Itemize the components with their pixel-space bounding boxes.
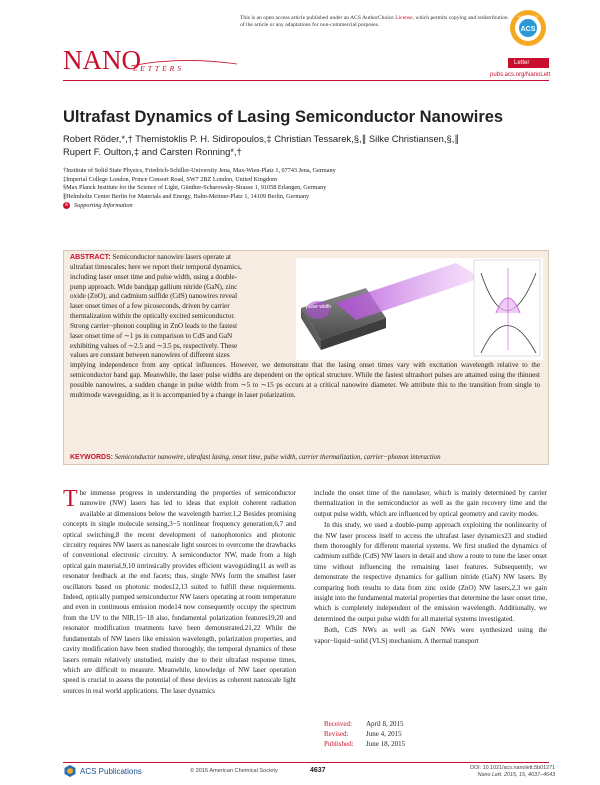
citation: Nano Lett. 2015, 15, 4637−4643 bbox=[477, 772, 556, 778]
date-revised: Revised: June 4, 2015 bbox=[324, 730, 402, 738]
affiliations bbox=[63, 167, 553, 201]
author-list bbox=[63, 133, 553, 158]
journal-logo bbox=[63, 44, 233, 74]
keywords bbox=[70, 453, 540, 462]
authors-line: Rupert F. Oulton,‡ and Carsten Ronning*,† bbox=[63, 145, 242, 157]
abstract-line: ABSTRACT: Semiconductor nanowire lasers operate at bbox=[70, 253, 231, 261]
footer-rule bbox=[63, 762, 549, 763]
abstract-line: Strong carrier−phonon coupling in ZnO leads to the fastest bbox=[70, 321, 238, 330]
toc-label: pulse width bbox=[306, 304, 332, 310]
svg-text:ACS: ACS bbox=[520, 26, 536, 33]
drop-cap: T bbox=[63, 486, 78, 512]
intro-paragraph: he immense progress in understanding the properties of semiconductor nanowire (NW) lasers has led to ideas that exploit coherent radiation available at dimensions below the wavelength barrier.1,2 Besides promising concepts in single molecule sensing,3−5 nonlinear frequency generation,6,7 and optical switching,8 the recent development of nanophotonics and photonic circuitry requires NW lasers as nanoscale light sources to overcome the drawbacks of conventional electronic circuitry. A semiconductor NW, made from a high optical gain material,9,10 intrinsically provides efficient waveguiding11 as well as resonator feedback at the end facets; thus, single NWs form the smallest laser oscillators based on photonic modes12,13 suited to fulfill these requirements. Indeed, optically pumped semiconductor NW lasers operating at room temperature and even in continuous emission mode14 now consequently occupy the spectrum from the UV to the NIR,15−18 also, fundamental polarization features19,20 and resonator modification treatments have been demonstrated.21,22 While the fundamentals of NW lasers like emission wavelength, polarization properties, and cavity modification have been studied thoroughly, the temporal dynamics of these lasers remain relatively unstudied, mainly due to their ultrafast response times, which are difficult to measure. Meanwhile, knowledge of NW laser operation speed is crucial to assess the potential of these devices as coherent nanoscale light sources in real world applications. The laser dynamics bbox=[63, 489, 296, 695]
body-paragraph: In this study, we used a double-pump approach exploiting the nonlinearity of the NW laser process itself to access the ultrafast laser dynamics23 and studied them thoroughly for different material systems. We first studied the dynamics of cadmium sulfide (CdS) NW lasers in detail and show a route to tune the laser onset time without influencing the remaining laser features. Subsequently, we demonstrate the respective dynamics for gallium nitride (GaN) NW lasers. By comparing both results to data from zinc oxide (ZnO) NW lasers,2,3 we gain insight into the fundamental material properties that determine the laser onset time, which is completely independent of the emission wavelength. Additionally, we determined the output pulse width for all material systems investigated. bbox=[314, 521, 547, 623]
license-link[interactable]: License bbox=[395, 15, 413, 21]
acs-publications-logo[interactable] bbox=[63, 764, 142, 778]
abstract-line: including laser onset time and pulse width, using a double- bbox=[70, 272, 238, 281]
abstract-line: pump approach. Wide bandgap gallium nitride (GaN), zinc bbox=[70, 282, 238, 291]
abstract-label: ABSTRACT: bbox=[70, 253, 111, 261]
abstract-line: laser onset times of a few picoseconds, driven by carrier bbox=[70, 302, 230, 311]
logo-nano: NANO bbox=[63, 45, 141, 75]
keywords-label: KEYWORDS: bbox=[70, 454, 113, 461]
abstract-line: oxide (ZnO), and cadmium sulfide (CdS) nanowires reveal bbox=[70, 292, 238, 301]
supporting-info-label: Supporting Information bbox=[74, 202, 133, 209]
page-number: 4637 bbox=[310, 767, 326, 774]
article-dates bbox=[314, 719, 405, 749]
abstract-line: laser onset time of ∼1 ps in comparison to CdS and GaN bbox=[70, 331, 233, 340]
doi[interactable]: DOI: 10.1021/acs.nanolett.5b01271 bbox=[470, 765, 556, 771]
keywords-text: Semiconductor nanowire, ultrafast lasing, onset time, pulse width, carrier thermalization, carrier−phonon interaction bbox=[114, 454, 441, 461]
abstract bbox=[70, 253, 540, 401]
affiliation: ‡Imperial College London, Prince Consort Road, SW7 2BZ London, United Kingdom bbox=[63, 175, 277, 183]
affiliation: §Max Planck Institute for the Science of Light, Günther-Scharowsky-Strasse 1, 91058 Erlangen, Germany bbox=[63, 184, 327, 192]
open-access-text: This is an open access article published under an ACS AuthorChoice bbox=[240, 15, 396, 21]
body-column-right bbox=[314, 488, 547, 646]
body-paragraph: include the onset time of the nanolaser, which is mainly determined by carrier thermalization in the semiconductor as well as the gain recovery time and the output pulse width, which are influenced by optical geometry and cavity modes. bbox=[314, 489, 547, 518]
date-received: Received: April 8, 2015 bbox=[324, 720, 404, 728]
body-paragraph: Both, CdS NWs as well as GaN NWs were synthesized using the vapor−liquid−solid (VLS) mechanism. A thermal transport bbox=[314, 626, 547, 645]
acs-hexagon-icon bbox=[63, 764, 77, 778]
affiliation: ∥Helmholtz Center Berlin for Materials and Energy, Hahn-Meitner-Platz 1, 14109 Berlin, Germany bbox=[63, 192, 310, 200]
article-type-tag: Letter bbox=[508, 58, 549, 68]
acs-authorchoice-badge bbox=[508, 8, 548, 48]
publisher-name: ACS Publications bbox=[80, 766, 142, 776]
abstract-line: exhibiting values of ∼2.5 and ∼3.5 ps, respectively. These bbox=[70, 341, 238, 350]
journal-url[interactable]: pubs.acs.org/NanoLett bbox=[490, 72, 551, 78]
supporting-info-icon: S bbox=[63, 202, 70, 209]
doi-citation bbox=[470, 765, 555, 779]
article-title: Ultrafast Dynamics of Lasing Semiconductor Nanowires bbox=[63, 108, 504, 126]
affiliation: †Institute of Solid State Physics, Friedrich-Schiller-University Jena, Max-Wien-Platz 1, 07743 Jena, Germany bbox=[63, 167, 336, 174]
abstract-line: thermalization within the optically excited semiconductor. bbox=[70, 312, 236, 321]
supporting-info-link[interactable] bbox=[63, 202, 133, 209]
date-published: Published: June 18, 2015 bbox=[324, 740, 406, 748]
open-access-text-end: , which permits copying and redistribution of the article or any adaptations for non-commercial purposes. bbox=[240, 15, 508, 29]
badge-text: AUTHORCHOICE bbox=[517, 15, 539, 19]
logo-letters: LETTERS bbox=[133, 64, 185, 73]
body-column-left bbox=[63, 488, 296, 696]
abstract-continuation: implying independence from any optical influences. However, we demonstrate that the lasing onset times vary with excitation wavelength relative to the semiconductor band gap. Meanwhile, the laser pulse widths are dependent on the optical structure. While the fastest ultrashort pulses are attained using the thinnest possible nanowires, a sudden change in pulse width from ∼5 to ∼15 ps occurs at a critical nanowire diameter. We attribute this to the transition from single to multimode waveguiding, as it is accompanied by a change in laser polarization. bbox=[70, 361, 540, 399]
open-access-note bbox=[240, 15, 510, 29]
header-rule bbox=[63, 80, 549, 81]
copyright: © 2015 American Chemical Society bbox=[190, 768, 278, 774]
abstract-line: values are constant between nanowires of different sizes bbox=[70, 351, 230, 360]
abstract-line: ultrafast timescales; here we report their temporal dynamics, bbox=[70, 262, 242, 271]
authors-line: Robert Röder,*,† Themistoklis P. H. Sidiropoulos,‡ Christian Tessarek,§,∥ Silke Christiansen,§,∥ bbox=[63, 133, 460, 144]
